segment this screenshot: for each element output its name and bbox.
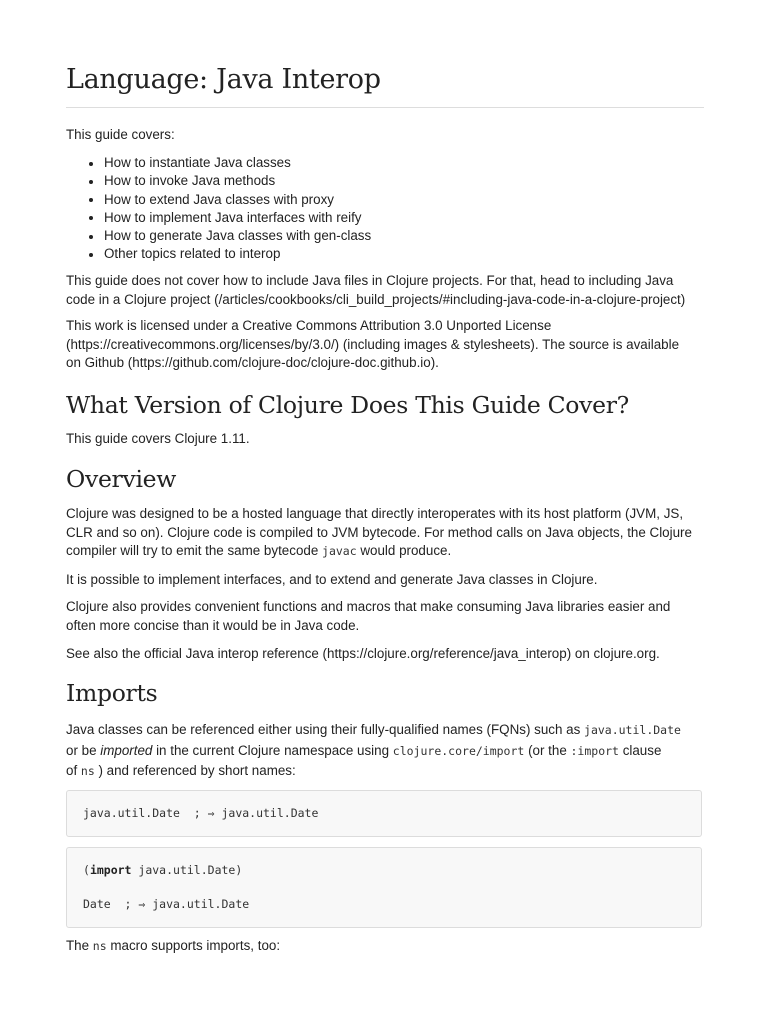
intro-text: This guide covers: — [66, 127, 175, 142]
covers-list — [88, 154, 371, 264]
inline-code: javac — [322, 544, 357, 558]
overview-paragraph-3: Clojure also provides convenient functions and macros that make consuming Java libraries easier and often more concise than it would be in Java code. — [66, 599, 671, 633]
list-item: Other topics related to interop — [88, 245, 371, 263]
bullet-icon — [89, 198, 93, 202]
title-divider — [66, 107, 704, 108]
bullet-icon — [89, 235, 93, 239]
list-item: How to generate Java classes with gen-class — [88, 227, 371, 245]
version-heading: What Version of Clojure Does This Guide Cover? — [66, 391, 629, 419]
bullet-icon — [89, 162, 93, 166]
list-item: How to extend Java classes with proxy — [88, 191, 371, 209]
list-item: How to implement Java interfaces with reify — [88, 209, 371, 227]
imports-paragraph: Java classes can be referenced either using their fully-qualified names (FQNs) such as java.util.Date or be imported in the current Clojure namespace using clojure.core/import (or the :import clause of ns ) and referenced by short names: — [66, 722, 681, 778]
inline-code: java.util.Date — [584, 723, 681, 737]
not-cover-paragraph[interactable]: This guide does not cover how to include Java files in Clojure projects. For that, head to including Java code in a Clojure project (/articles/cookbooks/cli_build_projects/#including-java-code-in-a-clojure-project) — [66, 273, 686, 307]
ns-paragraph: The ns macro supports imports, too: — [66, 938, 281, 953]
bullet-icon — [89, 253, 93, 257]
code-line: (import java.util.Date) — [83, 863, 243, 877]
inline-code: ns — [92, 939, 107, 953]
code-line: java.util.Date ; ⇒ java.util.Date — [83, 806, 319, 820]
inline-code: clojure.core/import — [392, 743, 525, 758]
overview-paragraph-4[interactable]: See also the official Java interop reference (https://clojure.org/reference/java_interop) on clojure.org. — [66, 646, 660, 661]
page-title: Language: Java Interop — [66, 64, 381, 95]
bullet-icon — [89, 216, 93, 220]
license-paragraph[interactable]: This work is licensed under a Creative Commons Attribution 3.0 Unported License (https://creativecommons.org/licenses/by/3.0/) (including images & stylesheets). The source is available on Github (https://github.com/clojure-doc/clojure-doc.github.io). — [66, 318, 680, 370]
list-item: How to instantiate Java classes — [88, 154, 371, 172]
inline-code: :import — [570, 743, 619, 758]
code-line: Date ; ⇒ java.util.Date — [83, 897, 250, 911]
code-block[interactable] — [66, 790, 702, 837]
imports-heading: Imports — [66, 679, 158, 707]
version-text: This guide covers Clojure 1.11. — [66, 431, 250, 446]
overview-heading: Overview — [66, 465, 177, 493]
overview-paragraph-2: It is possible to implement interfaces, and to extend and generate Java classes in Clojure. — [66, 572, 598, 587]
code-block[interactable] — [66, 847, 702, 928]
overview-paragraph-1: Clojure was designed to be a hosted language that directly interoperates with its host platform (JVM, JS, CLR and so on). Clojure code is compiled to JVM bytecode. For method calls on Java objects, the Clojure compiler will try to emit the same bytecode javac would produce. — [66, 506, 692, 558]
bullet-icon — [89, 180, 93, 184]
list-item: How to invoke Java methods — [88, 172, 371, 190]
inline-code: ns — [80, 764, 95, 778]
